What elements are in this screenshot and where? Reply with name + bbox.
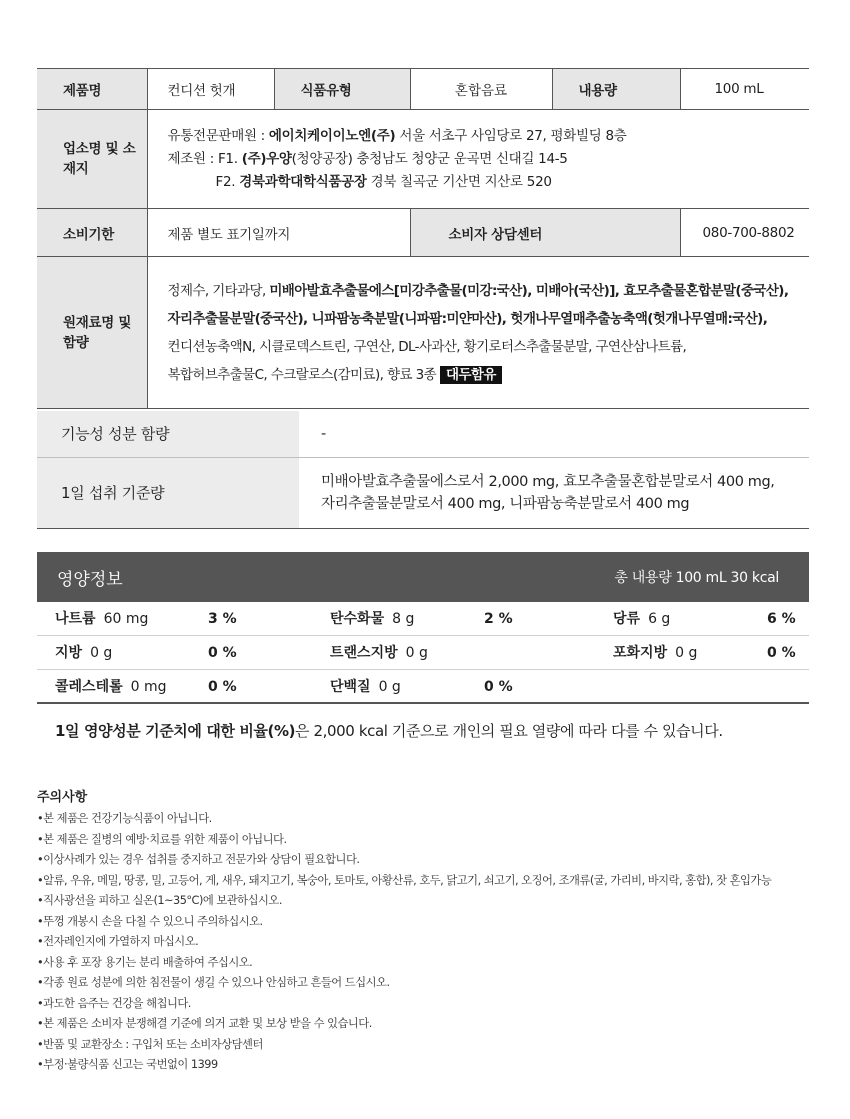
list-item: •본 제품은 질병의 예방·치료를 위한 제품이 아닙니다. — [37, 832, 287, 846]
nutrient-sodium-pct: 3 % — [208, 611, 237, 627]
nutrient-carbs: 탄수화물 8 g — [330, 611, 415, 627]
food-type-label: 식품유형 — [274, 69, 410, 110]
nutrition-grid — [37, 602, 809, 704]
ingredients-label: 원재료명 및 함량 — [37, 257, 147, 409]
nutrition-note: 1일 영양성분 기준치에 대한 비율(%)은 2,000 kcal 기준으로 개인의 필요 열량에 따라 다를 수 있습니다. — [55, 722, 723, 740]
nutrient-sodium: 나트륨 60 mg — [55, 611, 149, 627]
caution-section — [37, 786, 837, 1076]
volume-value: 100 mL — [680, 69, 809, 110]
allergen-badge: 대두함유 — [440, 366, 502, 384]
maker1-line: 제조원 : F1. (주)우양(청양공장) 충청남도 청양군 운곡면 신대길 14-5 — [167, 150, 568, 167]
list-item: •과도한 음주는 건강을 해칩니다. — [37, 996, 191, 1010]
maker1-name: (주)우양 — [241, 150, 292, 167]
list-item: •반품 및 교환장소 : 구입처 또는 소비자상담센터 — [37, 1037, 263, 1051]
list-item: •각종 원료 성분에 의한 침전물이 생길 수 있으나 안심하고 흔들어 드십시오. — [37, 976, 390, 989]
caution-list — [37, 809, 837, 1076]
nutrition-total: 총 내용량 100 mL 30 kcal — [614, 570, 779, 586]
list-item: •본 제품은 소비자 분쟁해결 기준에 의거 교환 및 보상 받을 수 있습니다. — [37, 1017, 372, 1030]
list-item: •알류, 우유, 메밀, 땅콩, 밀, 고등어, 게, 새우, 돼지고기, 복숭아, 토마토, 아황산류, 호두, 닭고기, 쇠고기, 오징어, 조개류(굴, 가리비, 바지락, 홍합), 잣 혼입가능 — [37, 873, 772, 887]
nutrient-fat: 지방 0 g — [55, 645, 113, 661]
nutrient-saturated-fat: 포화지방 0 g — [613, 645, 698, 661]
list-item: •부정·불량식품 신고는 국번없이 1399 — [37, 1058, 218, 1071]
ingredients-list: 정제수, 기타과당, 미배아발효추출물에스[미강추출물(미강:국산), 미배아(국산)], 효모추출물혼합분말(중국산), 자리추출물분말(중국산), 니파팜농축분말(니파팜:미얀마산), 헛개나무열매추출농축액(헛개나무열매:국산), 컨디션농축액N, 시클로덱스트린, 구연산, DL-사과산, 황기로터스추출물분말, 구연산삼나트륨, 복합허브추출물C, 수크랄로스(감미료), 향료 3종 대두함유 — [167, 282, 789, 383]
maker2-name: 경북과학대학식품공장 — [239, 173, 367, 190]
nutrient-carbs-pct: 2 % — [484, 611, 513, 627]
expiry-value: 제품 별도 표기일까지 — [147, 209, 410, 257]
product-name-value: 컨디션 헛개 — [147, 69, 274, 110]
nutrient-cholesterol-pct: 0 % — [208, 679, 237, 695]
consult-label: 소비자 상담센터 — [410, 209, 680, 257]
company-address — [147, 110, 809, 209]
nutrient-saturated-fat-pct: 0 % — [767, 645, 796, 661]
expiry-label: 소비기한 — [37, 209, 147, 257]
nutrition-row — [37, 670, 809, 704]
nutrient-fat-pct: 0 % — [208, 645, 237, 661]
nutrition-header — [37, 552, 809, 602]
list-item: •본 제품은 건강기능식품이 아닙니다. — [37, 812, 212, 825]
company-label: 업소명 및 소재지 — [37, 110, 147, 209]
list-item: •직사광선을 피하고 실온(1~35°C)에 보관하십시오. — [37, 894, 282, 907]
product-name-label: 제품명 — [37, 69, 147, 110]
nutrient-trans-fat: 트랜스지방 0 g — [330, 645, 428, 661]
nutrient-sugars: 당류 6 g — [613, 611, 671, 627]
consult-phone: 080-700-8802 — [680, 209, 809, 257]
caution-title: 주의사항 — [37, 790, 88, 805]
nutrition-row — [37, 602, 809, 636]
product-info-table — [37, 68, 809, 409]
distributor-line: 유통전문판매원 : 에이치케이이노엔(주) 서울 서초구 사임당로 27, 평화빌딩 8층 — [167, 127, 627, 144]
nutrition-row — [37, 636, 809, 670]
nutrient-protein-pct: 0 % — [484, 679, 513, 695]
daily-intake-label: 1일 섭취 기준량 — [37, 457, 299, 528]
maker2-line: F2. 경북과학대학식품공장 경북 칠곡군 기산면 지산로 520 — [215, 173, 552, 190]
volume-label: 내용량 — [552, 69, 680, 110]
food-type-value: 혼합음료 — [410, 69, 552, 110]
functional-content-value: - — [299, 411, 809, 457]
nutrition-title: 영양정보 — [57, 569, 123, 590]
list-item: •사용 후 포장 용기는 분리 배출하여 주십시오. — [37, 955, 253, 969]
list-item: •이상사례가 있는 경우 섭취를 중지하고 전문가와 상담이 필요합니다. — [37, 853, 360, 866]
list-item: •전자레인지에 가열하지 마십시오. — [37, 935, 199, 948]
nutrient-cholesterol: 콜레스테롤 0 mg — [55, 679, 167, 695]
functional-content-label: 기능성 성분 함량 — [37, 411, 299, 457]
list-item: •뚜껑 개봉시 손을 다칠 수 있으니 주의하십시오. — [37, 914, 263, 928]
nutrient-protein: 단백질 0 g — [330, 679, 401, 695]
functional-table — [37, 411, 809, 529]
daily-intake-value: 미배아발효추출물에스로서 2,000 mg, 효모추출물혼합분말로서 400 mg, 자리추출물분말로서 400 mg, 니파팜농축분말로서 400 mg — [299, 457, 809, 528]
distributor-name: 에이치케이이노엔(주) — [268, 127, 396, 144]
nutrient-sugars-pct: 6 % — [767, 611, 796, 627]
